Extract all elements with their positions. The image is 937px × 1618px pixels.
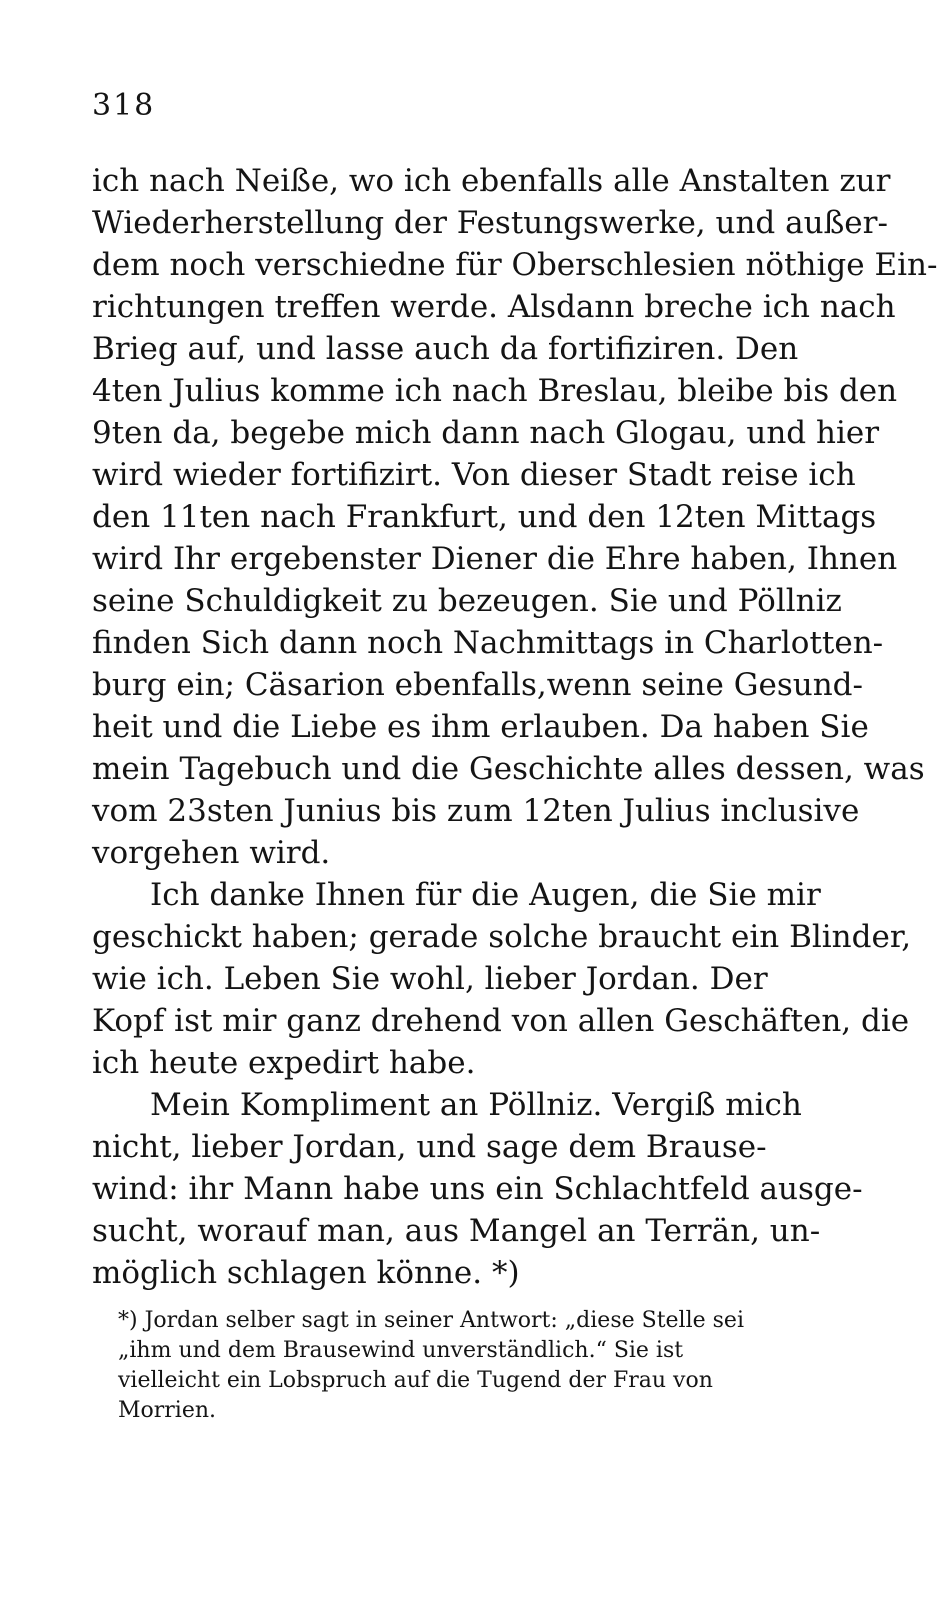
text-line: finden Sich dann noch Nachmittags in Charlotten-	[92, 625, 884, 661]
text-line: 9ten da, begebe mich dann nach Glogau, und hier	[92, 415, 880, 451]
text-line: Wiederherstellung der Festungswerke, und außer-	[92, 205, 888, 241]
paragraph-start-line: Ich danke Ihnen für die Augen, die Sie mir	[150, 877, 821, 913]
footnote-line: „ihm und dem Brausewind unverständlich.“ Sie ist	[118, 1338, 684, 1363]
footnote	[118, 1306, 810, 1426]
text-line: burg ein; Cäsarion ebenfalls,wenn seine Gesund-	[92, 667, 863, 703]
text-line: Kopf ist mir ganz drehend von allen Geschäften, die	[92, 1003, 910, 1039]
body-text	[92, 160, 937, 1294]
text-line: heit und die Liebe es ihm erlauben. Da haben Sie	[92, 709, 869, 745]
text-line: wind: ihr Mann habe uns ein Schlachtfeld ausge-	[92, 1171, 863, 1207]
text-line: vorgehen wird.	[92, 835, 331, 871]
text-line: wird wieder fortifizirt. Von dieser Stadt reise ich	[92, 457, 856, 493]
text-line: nicht, lieber Jordan, und sage dem Brause-	[92, 1129, 767, 1165]
text-line: ich nach Neiße, wo ich ebenfalls alle Anstalten zur	[92, 163, 891, 199]
text-line: 4ten Julius komme ich nach Breslau, bleibe bis den	[92, 373, 898, 409]
text-line: möglich schlagen könne. *)	[92, 1255, 520, 1291]
text-line: vom 23sten Junius bis zum 12ten Julius inclusive	[92, 793, 860, 829]
text-line: den 11ten nach Frankfurt, und den 12ten Mittags	[92, 499, 877, 535]
text-line: richtungen treffen werde. Alsdann breche ich nach	[92, 289, 896, 325]
text-line: sucht, worauf man, aus Mangel an Terrän, un-	[92, 1213, 821, 1249]
text-line: mein Tagebuch und die Geschichte alles dessen, was	[92, 751, 925, 787]
text-line: geschickt haben; gerade solche braucht ein Blinder,	[92, 919, 912, 955]
footnote-line: vielleicht ein Lobspruch auf die Tugend der Frau von	[118, 1368, 713, 1393]
page-number: 318	[92, 88, 156, 123]
paragraph-start-line: Mein Kompliment an Pöllniz. Vergiß mich	[150, 1087, 802, 1123]
text-line: wird Ihr ergebenster Diener die Ehre haben, Ihnen	[92, 541, 898, 577]
text-line: Brieg auf, und lasse auch da fortifiziren. Den	[92, 331, 799, 367]
footnote-line: Morrien.	[118, 1398, 217, 1423]
text-line: seine Schuldigkeit zu bezeugen. Sie und Pöllniz	[92, 583, 842, 619]
text-line: ich heute expedirt habe.	[92, 1045, 476, 1081]
text-line: dem noch verschiedne für Oberschlesien nöthige Ein-	[92, 247, 937, 283]
text-line: wie ich. Leben Sie wohl, lieber Jordan. Der	[92, 961, 768, 997]
footnote-line: *) Jordan selber sagt in seiner Antwort: „diese Stelle sei	[118, 1308, 744, 1333]
